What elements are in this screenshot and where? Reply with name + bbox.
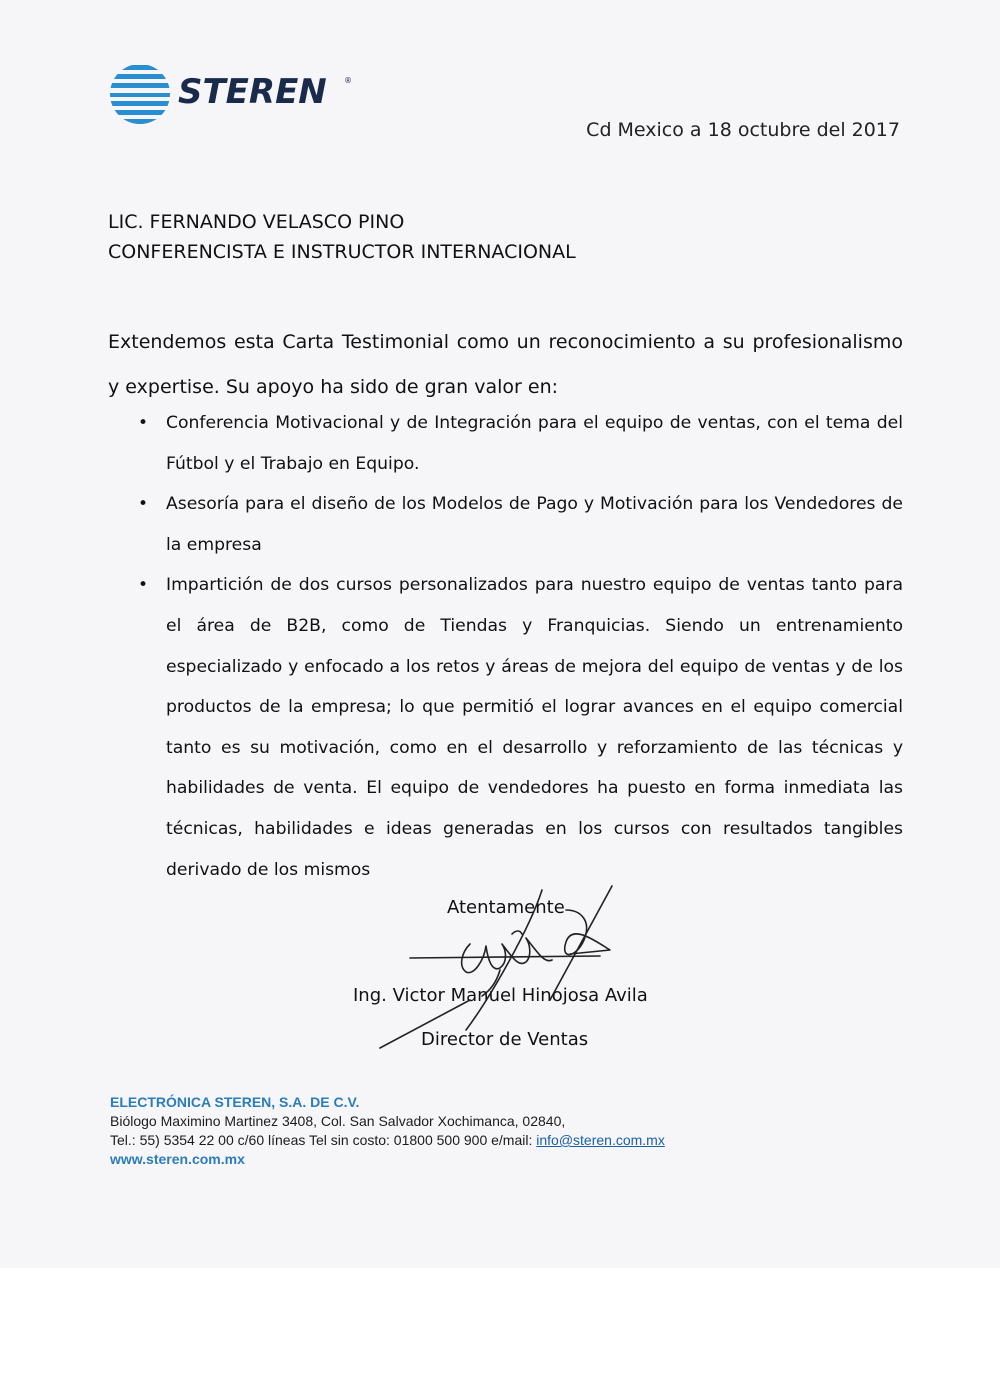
- recipient-title: CONFERENCISTA E INSTRUCTOR INTERNACIONAL: [108, 241, 576, 263]
- letterhead-footer: [110, 1093, 665, 1169]
- intro-paragraph: Extendemos esta Carta Testimonial como un reconocimiento a su profesionalismo y expertise. Su apoyo ha sido de gran valor en:: [108, 331, 903, 398]
- signer-title: Director de Ventas: [421, 1029, 589, 1050]
- letter-date: Cd Mexico a 18 octubre del 2017: [586, 119, 900, 141]
- list-item-text: Conferencia Motivacional y de Integración para el equipo de ventas, con el tema del Fútbol y el Trabajo en Equipo.: [166, 413, 903, 474]
- list-item-text: Asesoría para el diseño de los Modelos de Pago y Motivación para los Vendedores de la empresa: [166, 494, 903, 555]
- footer-company: ELECTRÓNICA STEREN, S.A. DE C.V.: [110, 1094, 360, 1110]
- steren-stripes-icon: [108, 62, 172, 126]
- list-item: [108, 484, 903, 565]
- footer-address: Biólogo Maximino Martinez 3408, Col. San Salvador Xochimanca, 02840,: [110, 1113, 566, 1129]
- logo-wordmark: STEREN: [178, 72, 327, 112]
- services-list: [108, 403, 903, 890]
- recipient-block: [108, 207, 576, 267]
- bullet-icon: •: [138, 413, 149, 433]
- signer-name: Ing. Victor Manuel Hinojosa Avila: [353, 985, 648, 1006]
- bullet-icon: •: [138, 575, 149, 596]
- list-item: [108, 403, 903, 484]
- registered-mark: ®: [344, 76, 352, 85]
- recipient-name: LIC. FERNANDO VELASCO PINO: [108, 211, 405, 233]
- closing-salutation: Atentamente: [447, 897, 565, 918]
- handwritten-signature: [370, 880, 630, 1050]
- list-item: [108, 565, 903, 890]
- footer-contact: [110, 1131, 665, 1150]
- bullet-icon: •: [138, 494, 149, 515]
- list-item-text: Impartición de dos cursos personalizados para nuestro equipo de ventas tanto para el área de B2B, como de Tiendas y Franquicias. Siendo un entrenamiento especializado y enfocado a los retos y áreas de mejora del equipo de ventas y de los productos de la empresa; lo que permitió el lograr avances en el equipo comercial tanto es su motivación, como en el desarrollo y reforzamiento de las técnicas y habilidades de venta. El equipo de vendedores ha puesto en forma inmediata las técnicas, habilidades e ideas generadas en los cursos con resultados tangibles derivado de los mismos: [166, 575, 903, 880]
- footer-website[interactable]: www.steren.com.mx: [110, 1151, 245, 1167]
- steren-logo: [108, 62, 358, 126]
- footer-email-link[interactable]: info@steren.com.mx: [536, 1132, 665, 1148]
- footer-phone: Tel.: 55) 5354 22 00 c/60 líneas Tel sin costo: 01800 500 900 e/mail:: [110, 1132, 537, 1148]
